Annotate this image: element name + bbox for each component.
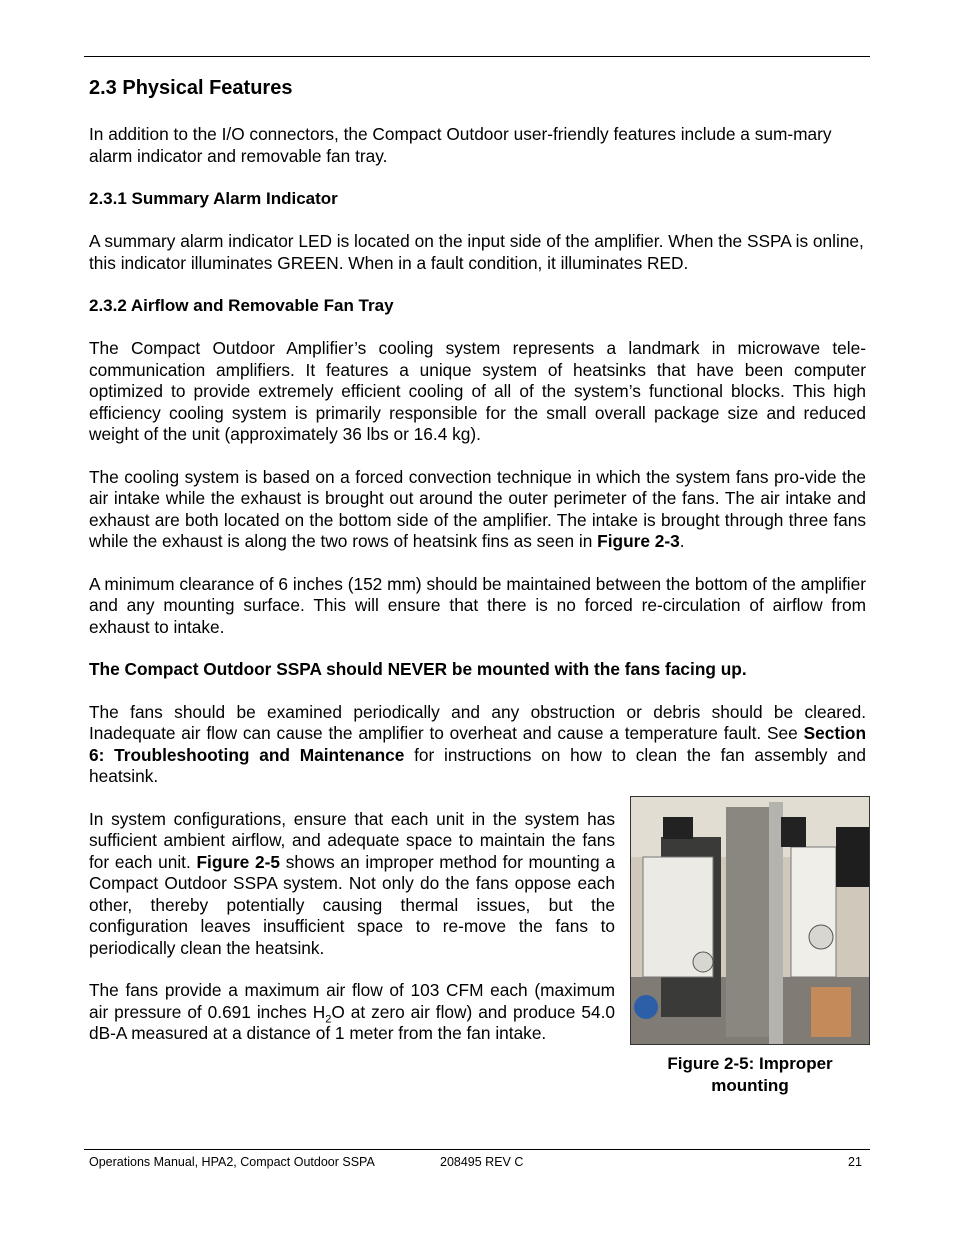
mounting-warning: The Compact Outdoor SSPA should NEVER be mounted with the fans facing up. bbox=[89, 659, 747, 679]
figure-caption: Figure 2-5: Improper mounting bbox=[667, 1054, 833, 1095]
footer-manual-title: Operations Manual, HPA2, Compact Outdoor SSPA bbox=[89, 1155, 375, 1169]
cooling-paragraph-2: The cooling system is based on a forced convection technique in which the system fans pro-vide the air intake while the exhaust is brought out around the outer perimeter of the fans. The air intake and exhaust are both located on the bottom side of the amplifier. The intake is brought through three fans while the exhaust is along the two rows of heatsink fins as seen in Figure 2-3. bbox=[89, 466, 866, 551]
figure-2-5-reference: Figure 2-5 bbox=[196, 851, 280, 872]
fan-spec-paragraph: The fans provide a maximum air flow of 103 CFM each (maximum air pressure of 0.691 inches $H_2O$ at zero air flow) and produce 54.0 dB-A measured at a distance of 1 meter from the fan intake. bbox=[89, 980, 615, 1043]
section-6-reference: Section 6: Troubleshooting and Maintenance bbox=[89, 723, 866, 765]
footer-document-number: 208495 REV C bbox=[440, 1155, 524, 1169]
photo-illustration bbox=[631, 797, 869, 1044]
footer-page-number: 21 bbox=[848, 1155, 862, 1169]
alarm-paragraph: A summary alarm indicator LED is located on the input side of the amplifier. When the SSPA is online, this indicator illuminates GREEN. When in a fault condition, it illuminates RED. bbox=[89, 231, 864, 273]
subsection-title-airflow: 2.3.2 Airflow and Removable Fan Tray bbox=[89, 296, 394, 315]
intro-paragraph: In addition to the I/O connectors, the Compact Outdoor user-friendly features include a sum-mary alarm indicator and removable fan tray. bbox=[89, 124, 832, 166]
subsection-title-alarm: 2.3.1 Summary Alarm Indicator bbox=[89, 189, 338, 208]
figure-2-5 bbox=[630, 796, 870, 1097]
figure-2-3-reference: Figure 2-3 bbox=[597, 531, 680, 551]
header-rule bbox=[84, 56, 870, 57]
clearance-paragraph: A minimum clearance of 6 inches (152 mm) should be maintained between the bottom of the amplifier and any mounting surface. This will ensure that there is no forced re-circulation of airflow from exhaust to intake. bbox=[89, 573, 866, 637]
section-title: 2.3 Physical Features bbox=[89, 77, 293, 99]
footer-rule bbox=[84, 1149, 870, 1150]
improper-mounting-photo bbox=[630, 796, 870, 1045]
configuration-paragraph: In system configurations, ensure that each unit in the system has sufficient ambient airflow, and adequate space to maintain the fans for each unit. Figure 2-5 shows an improper method for mounting a Compact Outdoor SSPA system. Not only do the fans oppose each other, thereby potentially causing thermal issues, but the configuration leaves insufficient space to re-move the fans to periodically clean the heatsink. bbox=[89, 808, 615, 958]
maintenance-paragraph: The fans should be examined periodically and any obstruction or debris should be cleared. Inadequate air flow can cause the amplifier to overheat and cause a temperature fault. See Section 6: Troubleshooting and Maintenance for instructions on how to clean the fan assembly and heatsink. bbox=[89, 701, 866, 786]
cooling-paragraph-1: The Compact Outdoor Amplifier’s cooling system represents a landmark in microwave tele-communication amplifiers. It features a unique system of heatsinks that have been computer optimized to provide extremely efficient cooling of all of the system’s functional blocks. This high efficiency cooling system is primarily responsible for the small overall package size and reduced weight of the unit (approximately 36 lbs or 16.4 kg). bbox=[89, 338, 866, 444]
